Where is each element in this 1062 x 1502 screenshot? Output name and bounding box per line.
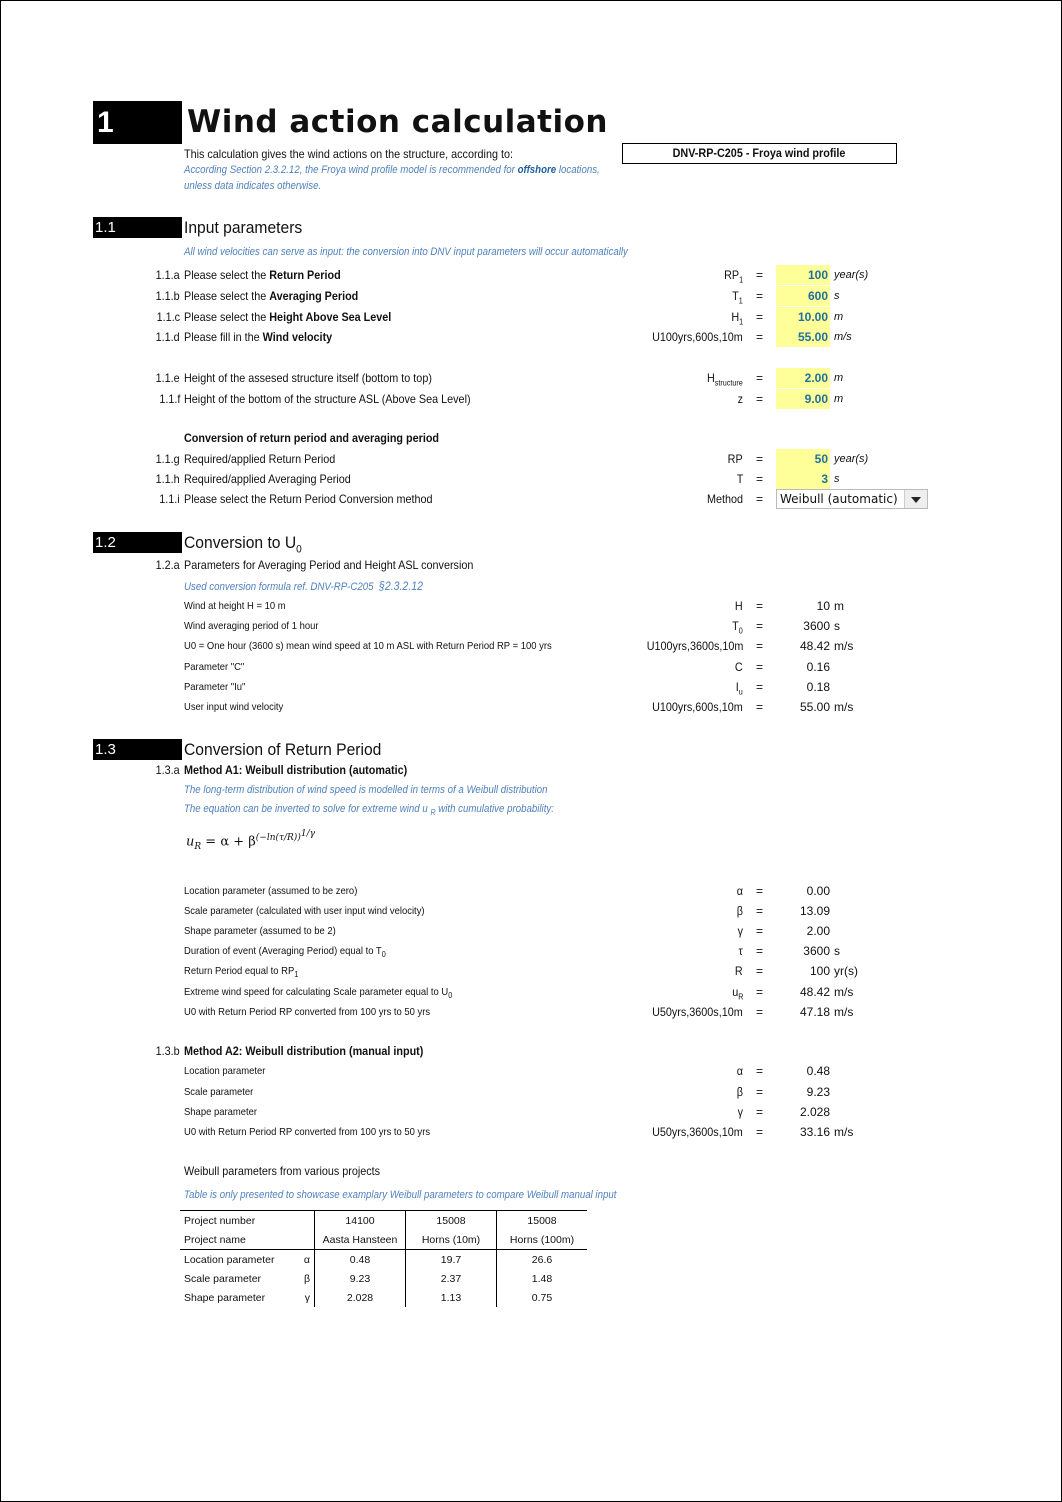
table-symbol-cell: γ: [304, 1291, 310, 1304]
unit-label: m/s: [834, 331, 852, 343]
table-cell: Horns (100m): [497, 1230, 588, 1250]
symbol-text: γ: [737, 924, 743, 938]
row-index: 1.1.g: [155, 452, 180, 466]
unit-label: m/s: [834, 639, 854, 653]
formula-exponent: (−ln(τ/R)): [255, 833, 301, 843]
calc-value: 48.42: [799, 639, 830, 653]
calc-value: 10: [816, 599, 830, 613]
equals-sign: =: [756, 371, 764, 385]
equals-sign: =: [756, 1085, 764, 1099]
row-label: [184, 697, 283, 717]
equals-sign: =: [756, 1064, 764, 1078]
calc-value: 0.48: [806, 1064, 830, 1078]
table-row-label: Project number: [180, 1211, 296, 1231]
row-symbol: [738, 389, 743, 409]
calc-row: [0, 697, 1062, 717]
equals-sign: =: [756, 680, 764, 694]
calc-row: [0, 1122, 1062, 1142]
row-label: [184, 307, 391, 327]
section-1-1-note: All wind velocities can serve as input: the conversion into DNV input parameters will occur automatically: [184, 246, 628, 258]
equals-sign: =: [756, 700, 764, 714]
note-ref: §2.3.2.12: [378, 579, 423, 593]
table-cell: 15008: [497, 1211, 588, 1231]
unit-label: s: [834, 944, 840, 958]
table-symbol-cell: β: [303, 1272, 310, 1285]
row-label: [184, 265, 341, 285]
unit-label: year(s): [834, 453, 869, 465]
section-1-3-number: 1.3: [93, 739, 182, 760]
calc-row: [0, 1102, 1062, 1122]
unit-label: m/s: [834, 700, 854, 714]
equals-sign: =: [756, 619, 764, 633]
note-post: with cumulative probability:: [438, 803, 554, 815]
symbol-text: γ: [737, 1105, 743, 1119]
symbol-text: z: [737, 392, 743, 406]
input-row: [0, 307, 1062, 327]
equals-sign: =: [756, 884, 764, 898]
row-label-bold: Height Above Sea Level: [269, 310, 392, 324]
row-index: 1.1.c: [156, 310, 180, 324]
calc-row: [0, 1082, 1062, 1102]
row-symbol: [652, 327, 743, 347]
symbol-text: α: [736, 1064, 743, 1078]
table-row: [180, 1269, 587, 1288]
weibull-note-2: [184, 803, 554, 817]
row-label-text: Parameter "Iu": [184, 681, 246, 693]
equals-sign: =: [756, 289, 764, 303]
section-1-2-title-sub: 0: [296, 543, 302, 556]
calc-row: [0, 1002, 1062, 1022]
row-label-text: Extreme wind speed for calculating Scale parameter equal to U: [184, 986, 449, 998]
symbol-text: H: [735, 599, 743, 613]
intro-note-pre: According Section 2.3.2.12, the Froya wind profile model is recommended for: [184, 164, 515, 176]
row-symbol: Method: [706, 492, 743, 506]
calc-value: 9.23: [806, 1085, 830, 1099]
calc-value: 3600: [803, 944, 830, 958]
formula-lhs-sub: R: [194, 841, 202, 852]
unit-label: m: [834, 372, 844, 384]
row-symbol: [737, 1082, 743, 1102]
table-row-label: Shape parameter: [184, 1291, 266, 1304]
equals-sign: =: [756, 268, 764, 282]
equals-sign: =: [756, 964, 764, 978]
calc-value: 100: [809, 964, 830, 978]
row-symbol: [738, 921, 743, 941]
row-label: Required/applied Averaging Period: [184, 472, 351, 486]
symbol-sub: u: [738, 687, 743, 697]
row-label: Please select the Return Period Conversion method: [184, 492, 433, 506]
row-symbol: [735, 657, 743, 677]
table-cell: 1.13: [406, 1288, 497, 1307]
row-symbol: [735, 961, 743, 981]
intro-note: [184, 164, 600, 176]
equals-sign: =: [756, 392, 764, 406]
table-symbol-cell: [296, 1230, 315, 1250]
row-label-sub: 0: [381, 950, 386, 960]
unit-label: s: [834, 473, 840, 485]
row-label-text: Shape parameter: [184, 1106, 258, 1118]
table-row-label: Scale parameter: [184, 1272, 262, 1285]
calc-value: 2.00: [806, 924, 830, 938]
row-symbol: [737, 881, 743, 901]
symbol-sub: 0: [738, 626, 743, 636]
subsection-1-3-a: [0, 760, 1062, 780]
equals-sign: =: [756, 492, 764, 506]
input-value-cell[interactable]: 50: [776, 449, 830, 469]
symbol-text: β: [736, 1085, 743, 1099]
input-row: [0, 327, 1062, 347]
weibull-projects-table: [180, 1210, 587, 1307]
input-value-cell[interactable]: 9.00: [776, 389, 830, 409]
row-label: [184, 286, 358, 306]
symbol-text: I: [735, 680, 739, 694]
calc-row: [0, 941, 1062, 961]
row-index: 1.1.d: [155, 330, 180, 344]
row-label-bold: Return Period: [269, 268, 341, 282]
weibull-table-note: Table is only presented to showcase examplary Weibull parameters to compare Weibull manual input: [184, 1189, 617, 1201]
row-label-text: U0 with Return Period RP converted from 100 yrs to 50 yrs: [184, 1006, 431, 1018]
unit-label: m: [834, 393, 844, 405]
symbol-text: u: [731, 985, 738, 999]
row-label: [184, 1102, 257, 1122]
table-row: [180, 1288, 587, 1307]
table-row-label: Project name: [184, 1233, 246, 1246]
row-index: 1.1.f: [158, 392, 180, 406]
calc-row: [0, 596, 1062, 616]
equals-sign: =: [756, 330, 764, 344]
unit-label: m: [834, 311, 844, 323]
row-index: 1.1.b: [155, 289, 180, 303]
table-cell: 0.75: [497, 1288, 588, 1307]
weibull-formula: [186, 829, 315, 852]
row-label: Method A1: Weibull distribution (automatic): [184, 763, 408, 777]
row-symbol: [646, 636, 743, 656]
intro-note-bold: offshore: [517, 164, 557, 176]
calc-row: [0, 1061, 1062, 1081]
table-cell: 9.23: [315, 1269, 406, 1288]
equals-sign: =: [756, 924, 764, 938]
unit-label: s: [834, 619, 840, 633]
calc-value: 3600: [803, 619, 830, 633]
equals-sign: =: [756, 1125, 764, 1139]
reference-label: DNV-RP-C205 - Froya wind profile: [673, 146, 846, 160]
subsection-1-2-a: [0, 555, 1062, 575]
row-label: Method A2: Weibull distribution (manual input): [184, 1044, 424, 1058]
note-text: Used conversion formula ref. DNV-RP-C205: [184, 581, 374, 593]
row-symbol: T: [736, 472, 743, 486]
intro-text: This calculation gives the wind actions on the structure, according to:: [184, 147, 513, 161]
intro-note-post: locations,: [558, 164, 600, 176]
row-symbol: [652, 1122, 743, 1142]
method-select-value: Weibull (automatic): [780, 492, 898, 506]
row-symbol: RP: [727, 452, 743, 466]
equals-sign: =: [756, 660, 764, 674]
unit-label: m: [834, 599, 844, 613]
calc-row: [0, 921, 1062, 941]
calc-value: 55.00: [799, 700, 830, 714]
equals-sign: =: [756, 452, 764, 466]
unit-label: yr(s): [834, 964, 858, 978]
input-value-cell[interactable]: 600: [776, 286, 830, 306]
row-label-text: U0 = One hour (3600 s) mean wind speed at 10 m ASL with Return Period RP = 100 yrs: [184, 640, 552, 652]
table-cell: 0.48: [315, 1250, 406, 1270]
symbol-sub: 1: [738, 317, 743, 327]
calc-value: 48.42: [799, 985, 830, 999]
unit-label: s: [834, 290, 840, 302]
row-label: [184, 596, 286, 616]
row-label-sub: 0: [448, 991, 453, 1001]
section-1-1-title: Input parameters: [184, 218, 303, 237]
reference-box: [622, 143, 897, 164]
calc-row: [0, 982, 1062, 1002]
equals-sign: =: [756, 1105, 764, 1119]
subsection-1-3-b: [0, 1041, 1062, 1061]
row-label-text: Height of the assesed structure itself (bottom to top): [184, 371, 432, 385]
calc-row: [0, 636, 1062, 656]
calc-value: 0.18: [806, 680, 830, 694]
row-label-text: Duration of event (Averaging Period) equal to T: [184, 945, 382, 957]
note-sub: R: [430, 808, 436, 818]
table-row-label: Location parameter: [180, 1250, 296, 1270]
row-label: [184, 1002, 430, 1022]
calc-value: 13.09: [799, 904, 830, 918]
row-index: 1.1.h: [155, 472, 180, 486]
row-label-text: Location parameter: [184, 1065, 266, 1077]
row-label-text: Please fill in the: [184, 330, 260, 344]
table-header-row: [180, 1230, 587, 1250]
symbol-text: τ: [738, 944, 743, 958]
method-select[interactable]: [776, 489, 928, 509]
equals-sign: =: [756, 985, 764, 999]
weibull-note-1: The long-term distribution of wind speed is modelled in terms of a Weibull distribution: [184, 784, 548, 796]
calc-value: 33.16: [799, 1125, 830, 1139]
symbol-text: U100yrs,600s,10m: [652, 700, 743, 714]
row-label-text: Wind averaging period of 1 hour: [184, 620, 319, 632]
table-cell: 1.48: [497, 1269, 588, 1288]
calc-row: [0, 961, 1062, 981]
table-symbol-cell: [296, 1211, 315, 1231]
input-row: [0, 389, 1062, 409]
input-row: [0, 286, 1062, 306]
symbol-text: H: [731, 310, 739, 324]
calc-value: 47.18: [799, 1005, 830, 1019]
row-symbol: [737, 1061, 743, 1081]
row-label-text: Height of the bottom of the structure ASL (Above Sea Level): [184, 392, 471, 406]
table-cell: 14100: [315, 1211, 406, 1231]
table-cell: 26.6: [497, 1250, 588, 1270]
calc-value: 2.028: [799, 1105, 830, 1119]
method-row: [0, 489, 1062, 509]
symbol-text: C: [735, 660, 743, 674]
equals-sign: =: [756, 639, 764, 653]
formula-exponent-power: 1/γ: [300, 829, 315, 839]
equals-sign: =: [756, 904, 764, 918]
row-index: 1.3.b: [155, 1044, 180, 1058]
chevron-down-icon[interactable]: [904, 490, 927, 508]
row-label: [184, 901, 425, 921]
table-cell: 2.028: [315, 1288, 406, 1307]
formula-lhs: u: [186, 834, 195, 850]
symbol-text: α: [736, 884, 743, 898]
row-label-text: Wind at height H = 10 m: [184, 600, 286, 612]
unit-label: year(s): [834, 269, 869, 281]
row-label-text: U0 with Return Period RP converted from 100 yrs to 50 yrs: [184, 1126, 431, 1138]
unit-label: m/s: [834, 985, 854, 999]
row-label-text: Location parameter (assumed to be zero): [184, 885, 358, 897]
row-label: [184, 1061, 265, 1081]
calc-row: [0, 677, 1062, 697]
section-1-2-note: [184, 579, 423, 593]
section-1-2-number: 1.2: [93, 532, 182, 553]
symbol-text: U50yrs,3600s,10m: [652, 1005, 743, 1019]
input-row: [0, 265, 1062, 285]
row-label-sub: 1: [294, 970, 299, 980]
symbol-text: β: [736, 904, 743, 918]
equals-sign: =: [756, 472, 764, 486]
row-index: 1.1.i: [159, 492, 180, 506]
symbol-sub: structure: [714, 378, 743, 388]
row-label-bold: Averaging Period: [269, 289, 359, 303]
row-label: [184, 327, 332, 347]
table-cell: 19.7: [406, 1250, 497, 1270]
row-label: [184, 368, 432, 388]
formula-rhs: = α + β: [205, 834, 256, 850]
symbol-text: RP: [723, 268, 739, 282]
symbol-text: U100yrs,3600s,10m: [646, 639, 743, 653]
calc-row: [0, 881, 1062, 901]
symbol-sub: 1: [738, 275, 743, 285]
row-index: 1.1.a: [155, 268, 180, 282]
input-value-cell[interactable]: 10.00: [776, 307, 830, 327]
row-label: [184, 616, 318, 636]
row-label: [184, 1082, 253, 1102]
table-symbol-cell: α: [296, 1250, 315, 1270]
input-row: [0, 368, 1062, 388]
row-label-text: Please select the: [184, 310, 267, 324]
calc-row: [0, 616, 1062, 636]
row-index: 1.3.a: [155, 763, 180, 777]
symbol-text: U50yrs,3600s,10m: [652, 1125, 743, 1139]
row-label: [184, 881, 357, 901]
row-label-text: Scale parameter (calculated with user input wind velocity): [184, 905, 425, 917]
symbol-text: H: [707, 371, 715, 385]
calc-value: 0.16: [806, 660, 830, 674]
row-label: Required/applied Return Period: [184, 452, 336, 466]
row-label-text: Please select the: [184, 289, 267, 303]
symbol-text: U100yrs,600s,10m: [652, 330, 743, 344]
equals-sign: =: [756, 944, 764, 958]
row-label-text: Parameter "C": [184, 661, 245, 673]
row-label-text: Shape parameter (assumed to be 2): [184, 925, 336, 937]
row-symbol: [735, 596, 743, 616]
intro-note-line2: unless data indicates otherwise.: [184, 180, 322, 192]
calc-value: 0.00: [806, 884, 830, 898]
input-row: [0, 469, 1062, 489]
row-label: [184, 389, 471, 409]
row-symbol: [737, 901, 743, 921]
section-1-2-title-text: Conversion to U: [184, 533, 297, 552]
input-value-cell[interactable]: 2.00: [776, 368, 830, 388]
row-index: 1.2.a: [155, 558, 180, 572]
table-cell: Horns (10m): [406, 1230, 497, 1250]
symbol-text: T: [732, 619, 739, 633]
table-row: [180, 1250, 587, 1270]
row-index: 1.1.e: [155, 371, 180, 385]
note-pre: The equation can be inverted to solve for extreme wind u: [184, 803, 428, 815]
calc-row: [0, 657, 1062, 677]
symbol-text: R: [735, 964, 743, 978]
section-number: 1: [93, 101, 182, 144]
row-symbol: [652, 1002, 743, 1022]
section-1-3-title: Conversion of Return Period: [184, 740, 382, 759]
input-value-cell[interactable]: 100: [776, 265, 830, 285]
row-symbol: [738, 1102, 743, 1122]
row-label: Parameters for Averaging Period and Height ASL conversion: [184, 558, 474, 572]
equals-sign: =: [756, 1005, 764, 1019]
page-title: Wind action calculation: [187, 104, 608, 140]
row-label-text: User input wind velocity: [184, 701, 284, 713]
row-label-bold: Wind velocity: [262, 330, 333, 344]
table-cell: Aasta Hansteen: [315, 1230, 406, 1250]
equals-sign: =: [756, 599, 764, 613]
table-cell: 15008: [406, 1211, 497, 1231]
symbol-sub: 1: [738, 296, 743, 306]
calc-row: [0, 901, 1062, 921]
symbol-sub: R: [737, 992, 743, 1002]
row-label: [184, 921, 336, 941]
section-1-1-number: 1.1: [93, 217, 182, 238]
table-header-row: [180, 1211, 587, 1231]
row-symbol: [739, 941, 743, 961]
table-cell: 2.37: [406, 1269, 497, 1288]
row-label: [184, 1122, 430, 1142]
weibull-table-title: Weibull parameters from various projects: [184, 1164, 381, 1178]
equals-sign: =: [756, 310, 764, 324]
row-label: [184, 657, 244, 677]
input-value-cell[interactable]: 55.00: [776, 327, 830, 347]
input-value-cell[interactable]: 3: [776, 469, 830, 489]
unit-label: m/s: [834, 1005, 854, 1019]
row-label-text: Please select the: [184, 268, 267, 282]
conversion-heading: Conversion of return period and averaging period: [184, 431, 440, 445]
unit-label: m/s: [834, 1125, 854, 1139]
row-label: [184, 636, 552, 656]
input-row: [0, 449, 1062, 469]
row-label: [184, 677, 245, 697]
row-label-text: Return Period equal to RP: [184, 965, 295, 977]
symbol-text: T: [732, 289, 739, 303]
row-symbol: [652, 697, 743, 717]
row-label-text: Scale parameter: [184, 1086, 254, 1098]
